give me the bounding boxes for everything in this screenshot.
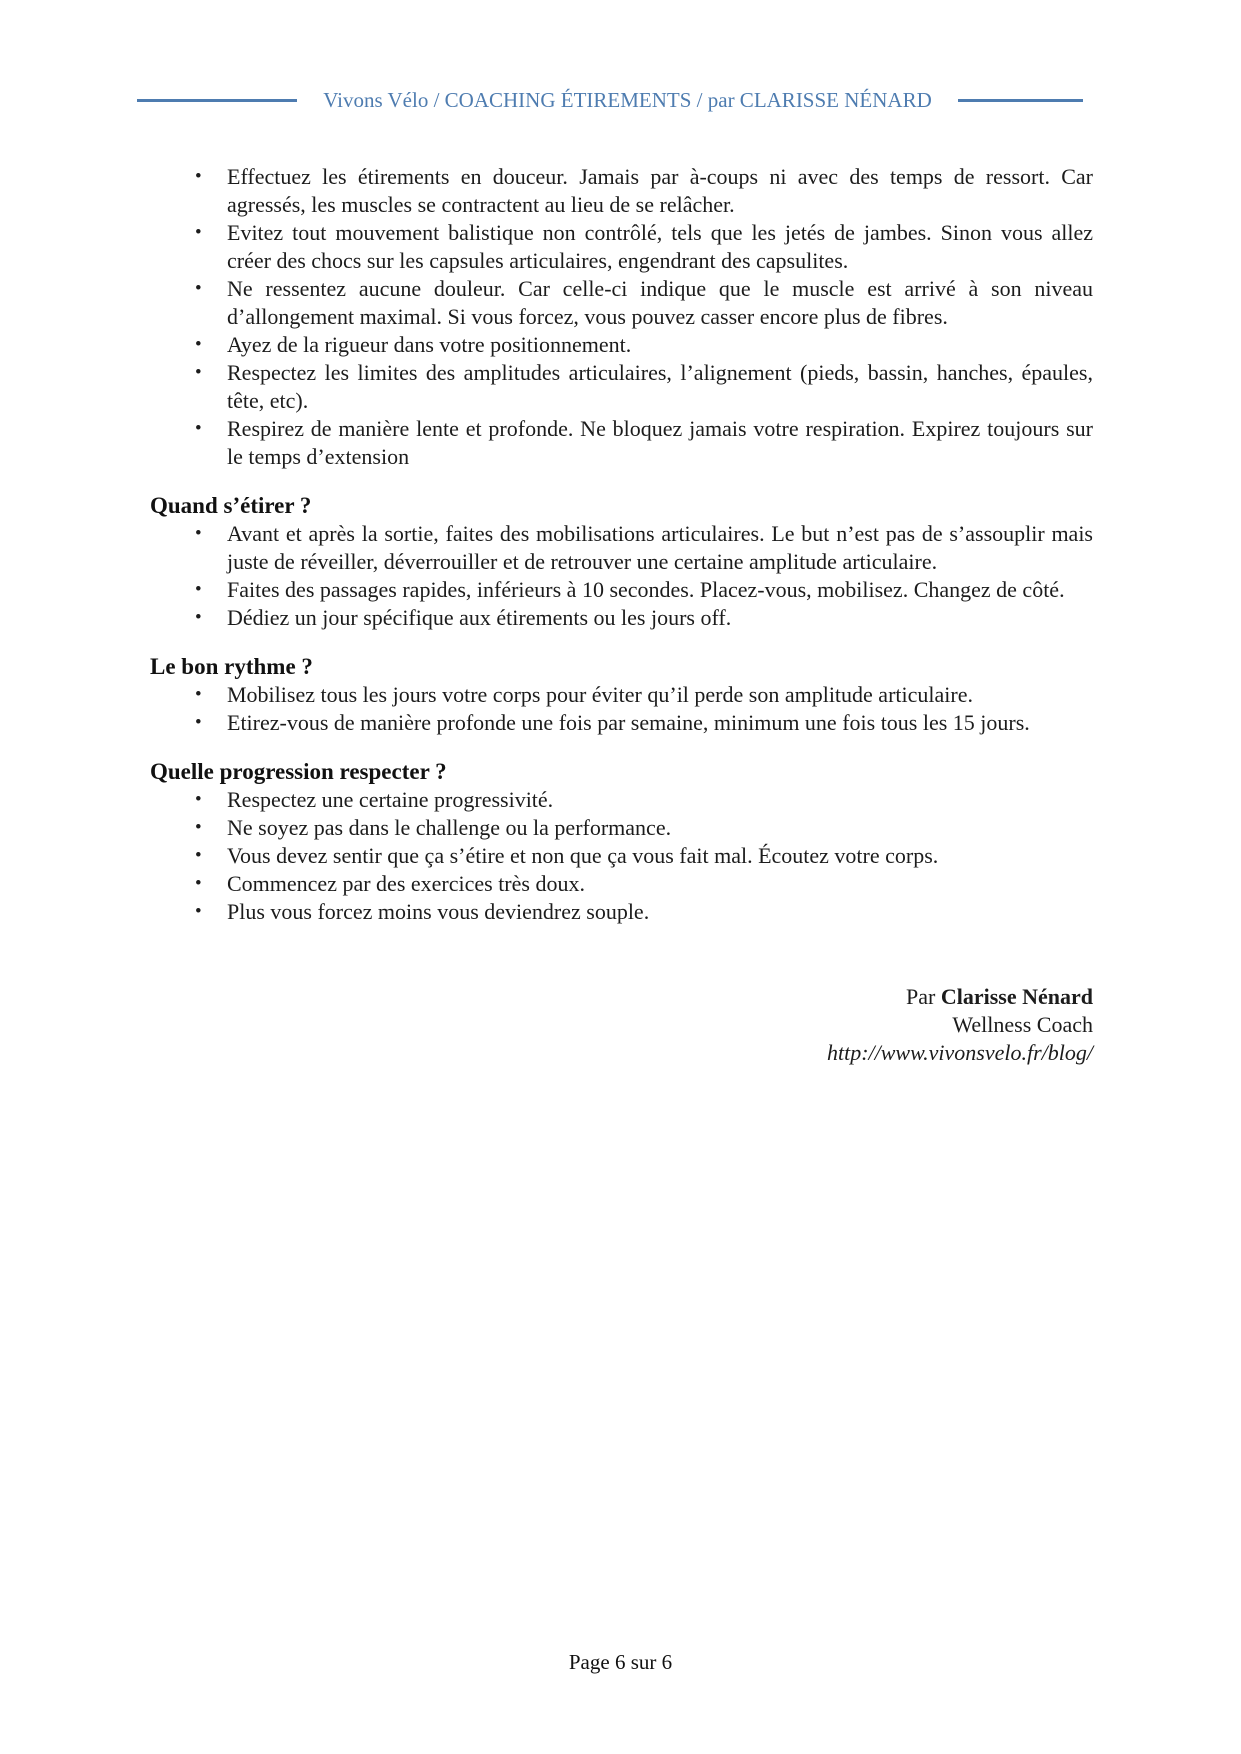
list-item-text: Faites des passages rapides, inférieurs à 10 secondes. Placez-vous, mobilisez. Changez de côté. <box>227 577 1065 602</box>
header-title: Vivons Vélo / COACHING ÉTIREMENTS / par CLARISSE NÉNARD <box>323 88 932 112</box>
signature-url: http://www.vivonsvelo.fr/blog/ <box>826 1040 1093 1065</box>
list-item <box>195 415 1093 471</box>
list-item-text: Ne soyez pas dans le challenge ou la performance. <box>227 815 672 840</box>
bullet-icon: • <box>195 607 202 628</box>
list-item-text: Vous devez sentir que ça s’étire et non que ça vous fait mal. Écoutez votre corps. <box>227 843 939 868</box>
list-item-text: Respirez de manière lente et profonde. Ne bloquez jamais votre respiration. Expirez toujours sur le temps d’extension <box>227 416 1093 469</box>
list-item-text: Ayez de la rigueur dans votre positionnement. <box>227 332 632 357</box>
signature-role: Wellness Coach <box>952 1012 1093 1037</box>
bullet-icon: • <box>195 222 202 243</box>
list-item <box>195 359 1093 415</box>
list-item-text: Avant et après la sortie, faites des mobilisations articulaires. Le but n’est pas de s’assouplir mais juste de réveiller, déverrouiller et de retrouver une certaine amplitude articulaire. <box>227 521 1093 574</box>
section-heading-le-bon-rythme: Le bon rythme ? <box>150 654 313 679</box>
bullet-icon: • <box>195 684 202 705</box>
bullet-icon: • <box>195 817 202 838</box>
bullet-icon: • <box>195 845 202 866</box>
list-item <box>195 520 1093 576</box>
bullet-icon: • <box>195 334 202 355</box>
bullet-icon: • <box>195 712 202 733</box>
list-item-text: Evitez tout mouvement balistique non contrôlé, tels que les jetés de jambes. Sinon vous allez créer des chocs sur les capsules articulaires, engendrant des capsulites. <box>227 220 1093 273</box>
list-item <box>195 576 1093 604</box>
bullet-list-quand-setirer <box>150 520 1093 632</box>
bullet-icon: • <box>195 523 202 544</box>
list-item <box>195 219 1093 275</box>
section-heading-quand-setirer: Quand s’étirer ? <box>150 493 312 518</box>
list-item-text: Dédiez un jour spécifique aux étirements ou les jours off. <box>227 605 732 630</box>
header-rule-left <box>137 99 297 102</box>
page-header <box>137 86 1083 114</box>
bullet-icon: • <box>195 579 202 600</box>
signature-block <box>150 983 1093 1067</box>
bullet-icon: • <box>195 362 202 383</box>
list-item-text: Plus vous forcez moins vous deviendrez souple. <box>227 899 650 924</box>
list-item <box>195 681 1093 709</box>
bullet-list-progression <box>150 786 1093 926</box>
list-item-text: Respectez les limites des amplitudes articulaires, l’alignement (pieds, bassin, hanches, épaules, tête, etc). <box>227 360 1093 413</box>
list-item-text: Etirez-vous de manière profonde une fois par semaine, minimum une fois tous les 15 jours. <box>227 710 1030 735</box>
bullet-list-principles <box>150 163 1093 471</box>
list-item <box>195 163 1093 219</box>
bullet-list-le-bon-rythme <box>150 681 1093 737</box>
header-rule-right <box>958 99 1083 102</box>
bullet-icon: • <box>195 278 202 299</box>
list-item <box>195 898 1093 926</box>
page-footer <box>0 1648 1241 1676</box>
list-item-text: Commencez par des exercices très doux. <box>227 871 585 896</box>
bullet-icon: • <box>195 873 202 894</box>
list-item <box>195 275 1093 331</box>
document-body <box>150 163 1093 1067</box>
list-item <box>195 842 1093 870</box>
list-item <box>195 331 1093 359</box>
bullet-icon: • <box>195 166 202 187</box>
list-item <box>195 814 1093 842</box>
list-item-text: Mobilisez tous les jours votre corps pour éviter qu’il perde son amplitude articulaire. <box>227 682 973 707</box>
list-item-text: Effectuez les étirements en douceur. Jamais par à-coups ni avec des temps de ressort. Car agressés, les muscles se contractent au lieu de se relâcher. <box>227 164 1093 217</box>
list-item-text: Ne ressentez aucune douleur. Car celle-ci indique que le muscle est arrivé à son niveau d’allongement maximal. Si vous forcez, vous pouvez casser encore plus de fibres. <box>227 276 1093 329</box>
bullet-icon: • <box>195 901 202 922</box>
signature-author: Clarisse Nénard <box>940 984 1093 1009</box>
list-item <box>195 604 1093 632</box>
list-item <box>195 709 1093 737</box>
bullet-icon: • <box>195 418 202 439</box>
section-heading-progression: Quelle progression respecter ? <box>150 759 447 784</box>
bullet-icon: • <box>195 789 202 810</box>
signature-prefix: Par <box>906 984 941 1009</box>
list-item <box>195 786 1093 814</box>
list-item <box>195 870 1093 898</box>
signature-author-line <box>150 983 1093 1011</box>
list-item-text: Respectez une certaine progressivité. <box>227 787 554 812</box>
page-number: Page 6 sur 6 <box>568 1650 673 1674</box>
